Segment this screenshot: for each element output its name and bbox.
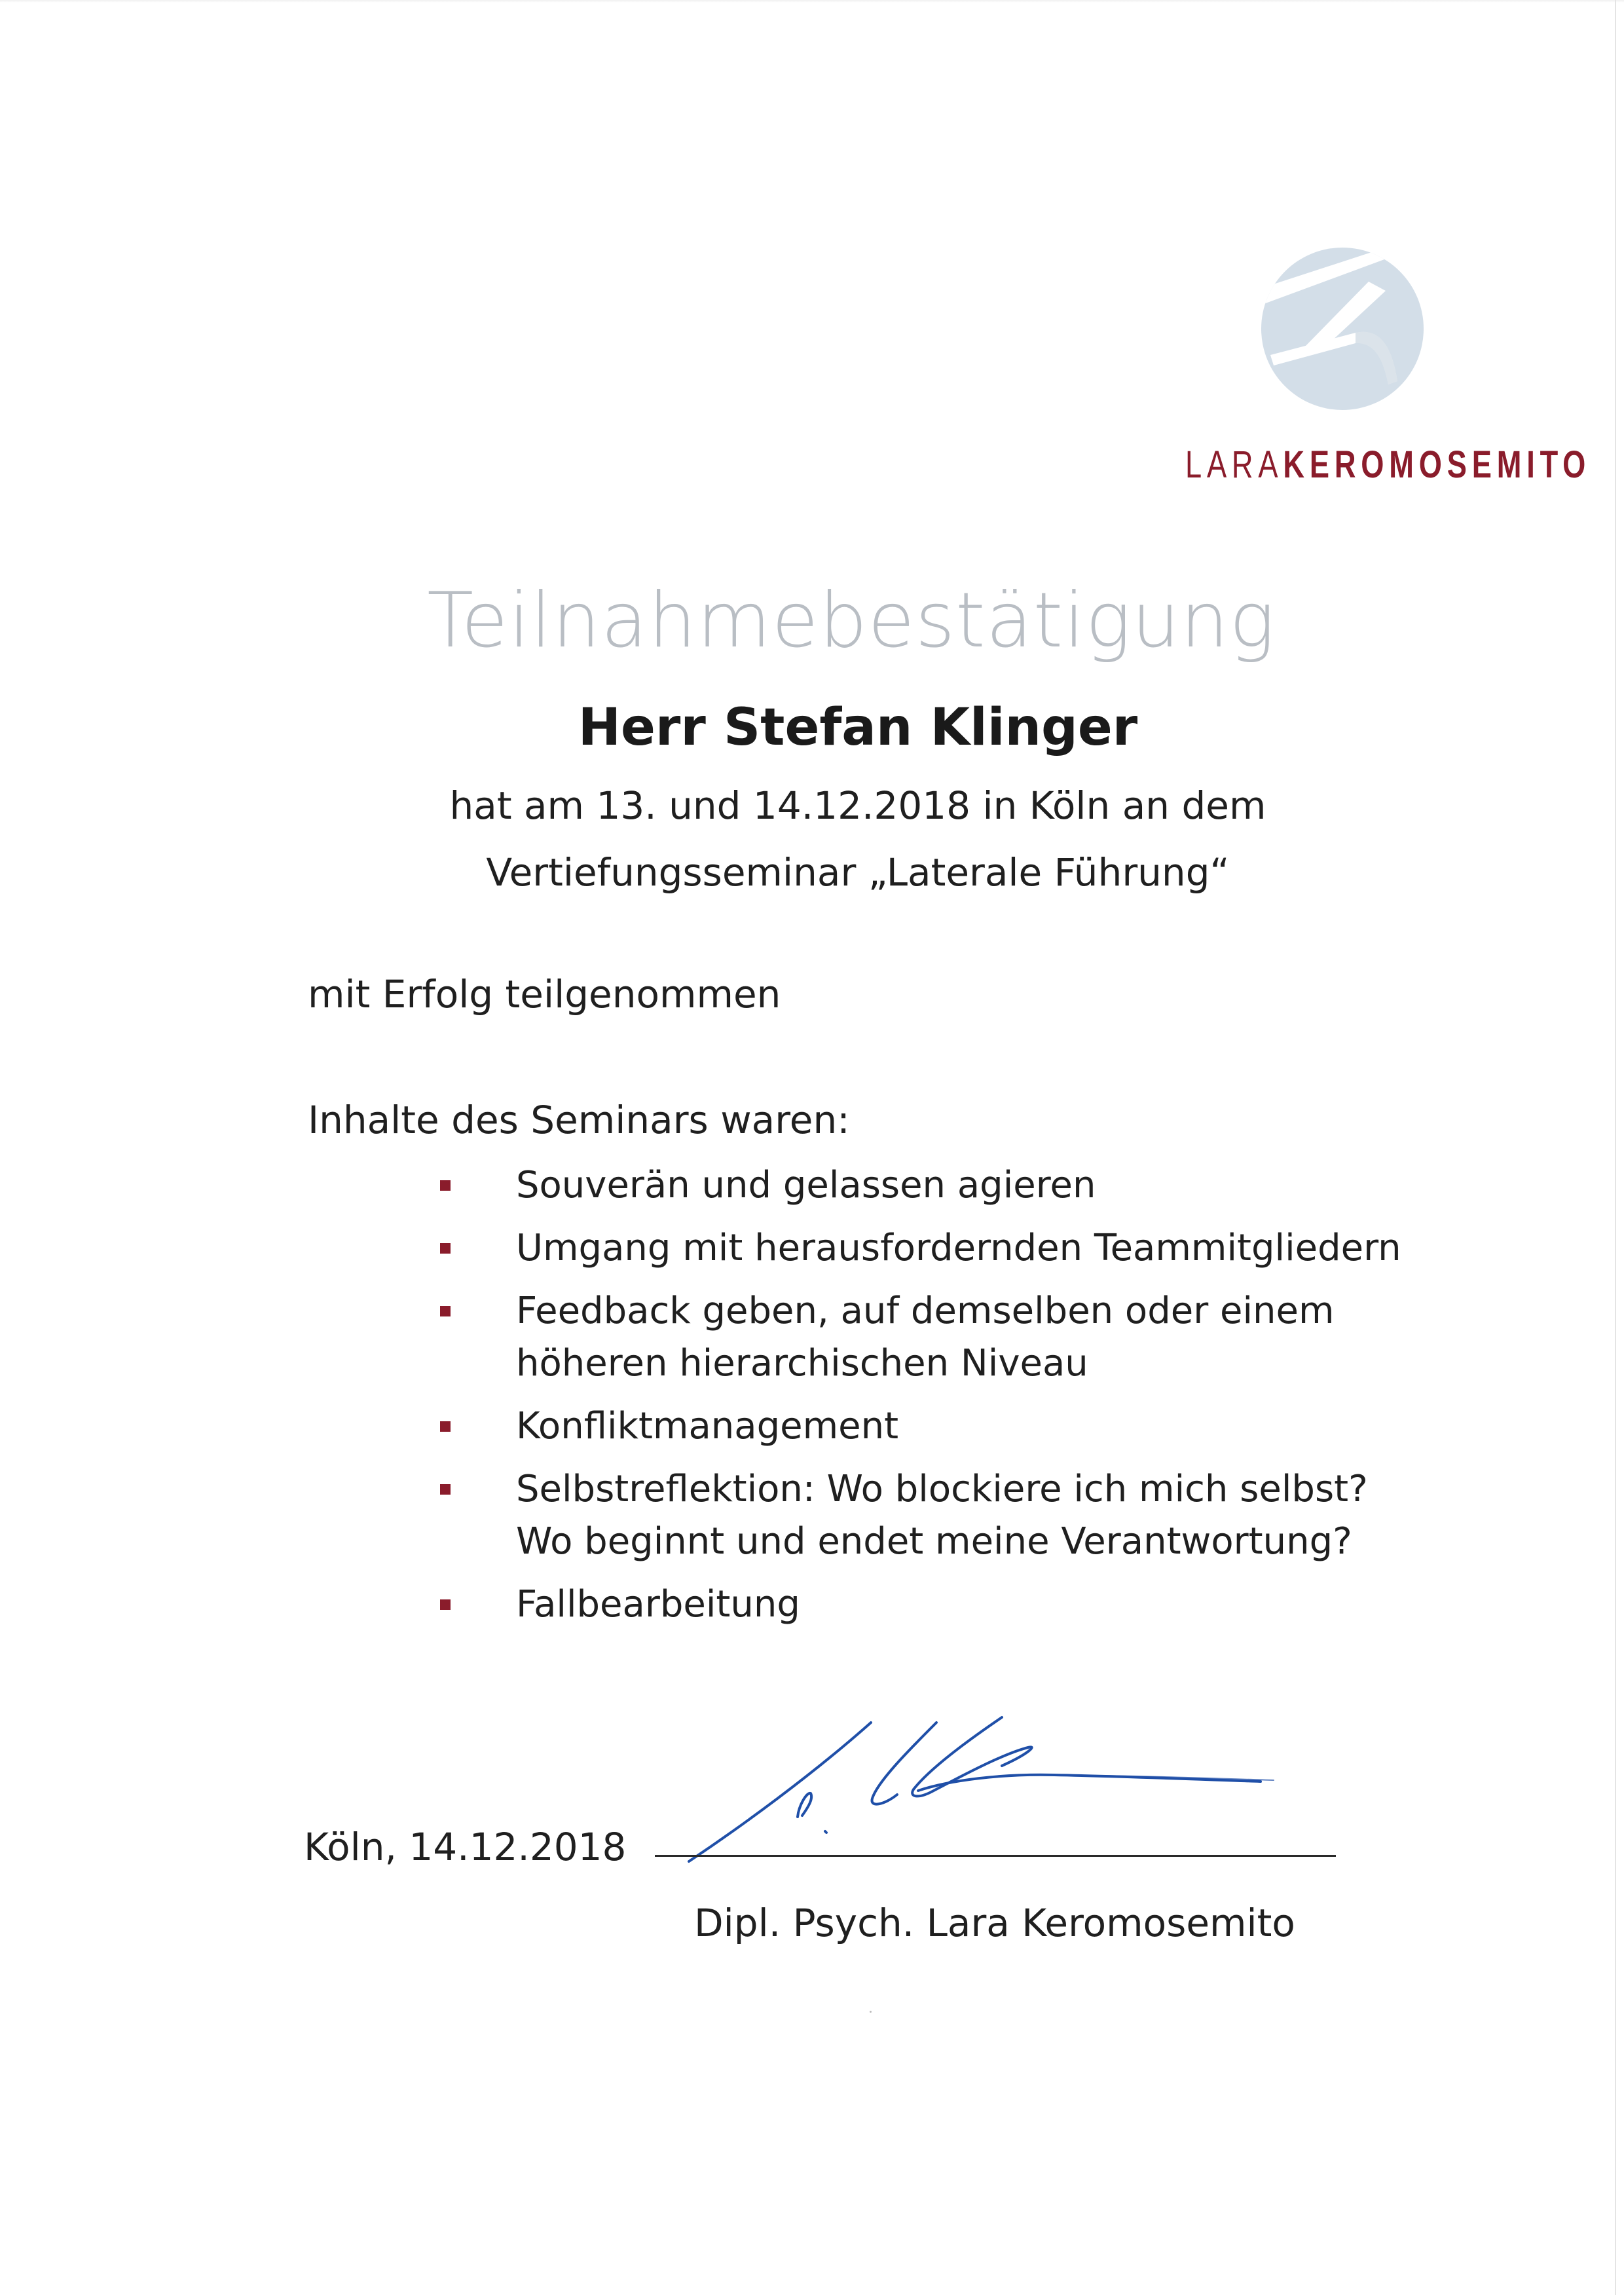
list-item [439, 1400, 1421, 1453]
seminar-name-line: Vertiefungsseminar „Laterale Führung“ [486, 850, 1230, 895]
attendance-line: hat am 13. und 14.12.2018 in Köln an dem [449, 783, 1266, 828]
topic-text: Umgang mit herausfordernden Teammitgliedern [516, 1227, 1401, 1269]
brand-wordmark [1185, 443, 1591, 489]
square-bullet-icon [440, 1306, 451, 1316]
place-and-date: Köln, 14.12.2018 [304, 1825, 627, 1869]
contents-heading: Inhalte des Seminars waren: [308, 1098, 850, 1142]
list-item [439, 1285, 1421, 1390]
topic-text: Souverän und gelassen agieren [516, 1164, 1096, 1206]
list-item [439, 1159, 1421, 1212]
circle-k-logo-icon [1257, 244, 1428, 414]
signature-line [655, 1855, 1336, 1857]
topic-text: Feedback geben, auf demselben oder einem höheren hierarchischen Niveau [516, 1290, 1335, 1385]
document-title: Teilnahmebestätigung [427, 576, 1276, 665]
list-item [439, 1222, 1421, 1275]
square-bullet-icon [440, 1599, 451, 1610]
scan-right-edge [1615, 0, 1616, 2295]
square-bullet-icon [440, 1180, 451, 1191]
square-bullet-icon [440, 1421, 451, 1432]
topic-text: Fallbearbeitung [516, 1583, 800, 1626]
topic-list [439, 1159, 1421, 1641]
scan-top-edge [0, 0, 1624, 3]
square-bullet-icon [440, 1484, 451, 1495]
topic-text: Konfliktmanagement [516, 1405, 899, 1447]
handwritten-signature [661, 1677, 1316, 1873]
signer-name: Dipl. Psych. Lara Keromosemito [694, 1901, 1295, 1945]
result-statement: mit Erfolg teilgenommen [308, 972, 781, 1017]
brand-first-name: LARA [1185, 443, 1283, 486]
recipient-name: Herr Stefan Klinger [578, 698, 1138, 757]
topic-text: Selbstreflektion: Wo blockiere ich mich selbst? Wo beginnt und endet meine Verantwortung? [516, 1468, 1368, 1563]
scan-speck [870, 2011, 872, 2013]
square-bullet-icon [440, 1243, 451, 1254]
list-item [439, 1578, 1421, 1631]
brand-last-name: KEROMOSEMITO [1283, 443, 1591, 486]
list-item [439, 1463, 1421, 1568]
